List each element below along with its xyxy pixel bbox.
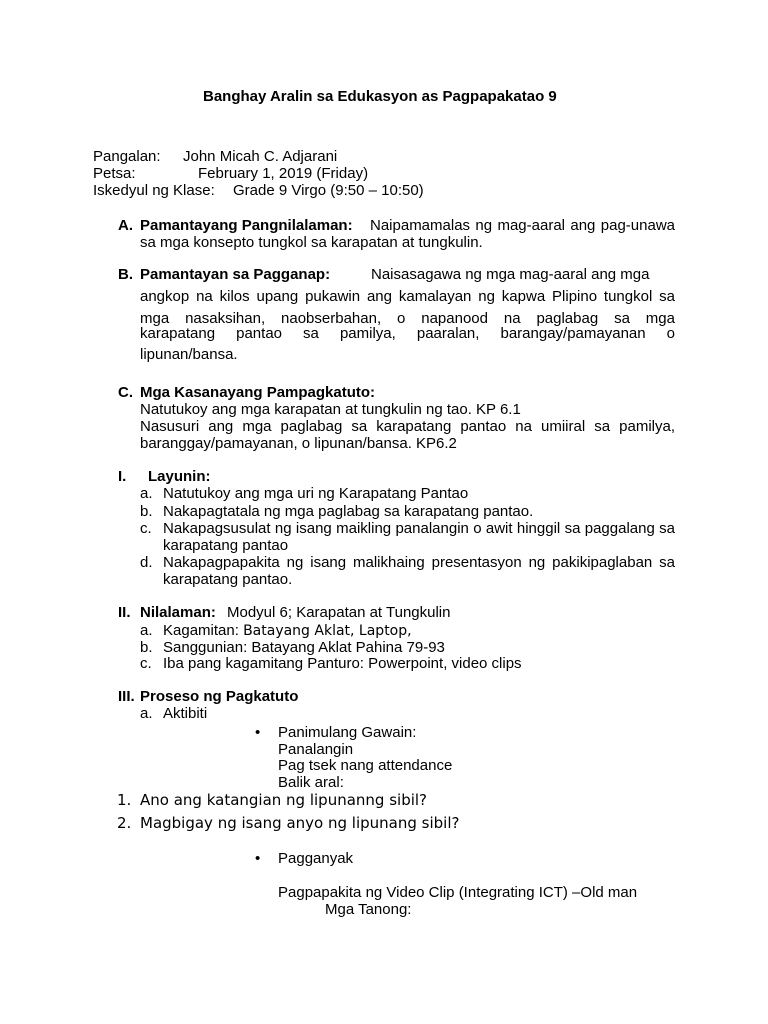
nilalaman-text: Modyul 6; Karapatan at Tungkulin bbox=[227, 604, 451, 621]
proseso-numeral: III. bbox=[118, 688, 135, 705]
layunin-item-b: Nakapagtatala ng mga paglabag sa karapatang pantao. bbox=[163, 503, 534, 520]
layunin-letter-b: b. bbox=[140, 503, 153, 520]
section-b-line3: mga nasaksihan, naobserbahan, o napanood na paglabag sa mga bbox=[140, 310, 675, 327]
panimula-title: Panimulang Gawain: bbox=[278, 724, 417, 741]
section-c-letter: C. bbox=[118, 384, 133, 401]
bullet-panimula: • bbox=[255, 724, 261, 741]
layunin-letter-d: d. bbox=[140, 554, 153, 571]
nilalaman-heading: Nilalaman: bbox=[140, 604, 216, 621]
layunin-heading: Layunin: bbox=[148, 468, 211, 485]
name-value: John Micah C. Adjarani bbox=[183, 148, 338, 165]
aktibiti-label: Aktibiti bbox=[163, 705, 208, 722]
kagamitan-value: Batayang Aklat, Laptop, bbox=[243, 623, 412, 639]
pagganyak-title: Pagganyak bbox=[278, 850, 354, 867]
section-c-heading: Mga Kasanayang Pampagkatuto: bbox=[140, 384, 376, 401]
section-a-text: Naipamamalas ng mag-aaral ang pag-unawa sa mga konsepto tungkol sa karapatan at tungkulin. bbox=[140, 217, 675, 251]
nilalaman-item-b: Sanggunian: Batayang Aklat Pahina 79-93 bbox=[163, 639, 445, 656]
layunin-letter-c: c. bbox=[140, 520, 152, 537]
kagamitan-label: Kagamitan: bbox=[163, 622, 239, 639]
section-b-line5: lipunan/bansa. bbox=[140, 346, 238, 363]
section-a-heading: Pamantayang Pangnilalaman: bbox=[140, 217, 353, 234]
aktibiti-letter: a. bbox=[140, 705, 153, 722]
nilalaman-item-c: Iba pang kagamitang Panturo: Powerpoint, video clips bbox=[163, 655, 522, 672]
section-a-letter: A. bbox=[118, 217, 133, 234]
document-title: Banghay Aralin sa Edukasyon as Pagpapakatao 9 bbox=[203, 88, 557, 105]
bullet-pagganyak: • bbox=[255, 850, 261, 867]
name-label: Pangalan: bbox=[93, 148, 161, 165]
balik-aral-line: Balik aral: bbox=[278, 774, 344, 791]
layunin-item-a: Natutukoy ang mga uri ng Karapatang Pantao bbox=[163, 485, 469, 502]
nilalaman-letter-b: b. bbox=[140, 639, 153, 656]
section-c-line2: Nasusuri ang mga paglabag sa karapatang pantao na umiiral sa pamilya, baranggay/pamayanan, o lipunan/bansa. KP6.2 bbox=[140, 418, 675, 452]
date-label: Petsa: bbox=[93, 165, 136, 182]
question-1-number: 1. bbox=[117, 791, 132, 809]
section-b-heading: Pamantayan sa Pagganap: bbox=[140, 266, 331, 283]
section-b-line2: angkop na kilos upang pukawin ang kamalayan ng kapwa Plipino tungkol sa bbox=[140, 288, 675, 305]
question-2-number: 2. bbox=[117, 814, 132, 832]
question-1: Ano ang katangian ng lipunanng sibil? bbox=[140, 791, 428, 809]
schedule-label: Iskedyul ng Klase: bbox=[93, 182, 215, 199]
question-2: Magbigay ng isang anyo ng lipunang sibil? bbox=[140, 814, 460, 832]
layunin-item-d: Nakapagpapakita ng isang malikhaing presentasyon ng pakikipaglaban sa karapatang pantao. bbox=[163, 554, 675, 588]
section-b-line1: Naisasagawa ng mga mag-aaral ang mga bbox=[371, 266, 650, 283]
date-value: February 1, 2019 (Friday) bbox=[198, 165, 369, 182]
section-b-letter: B. bbox=[118, 266, 133, 283]
schedule-value: Grade 9 Virgo (9:50 – 10:50) bbox=[233, 182, 424, 199]
nilalaman-letter-c: c. bbox=[140, 655, 152, 672]
layunin-letter-a: a. bbox=[140, 485, 153, 502]
video-clip-line: Pagpapakita ng Video Clip (Integrating ICT) –Old man bbox=[278, 884, 638, 901]
proseso-heading: Proseso ng Pagkatuto bbox=[140, 688, 299, 705]
mga-tanong-line: Mga Tanong: bbox=[325, 901, 412, 918]
nilalaman-numeral: II. bbox=[118, 604, 131, 621]
panalangin-line: Panalangin bbox=[278, 741, 354, 758]
section-c-line1: Natutukoy ang mga karapatan at tungkulin ng tao. KP 6.1 bbox=[140, 401, 521, 418]
layunin-numeral: I. bbox=[118, 468, 127, 485]
attendance-line: Pag tsek nang attendance bbox=[278, 757, 453, 774]
section-b-line4: karapatang pantao sa pamilya, paaralan, barangay/pamayanan o bbox=[140, 325, 675, 342]
layunin-item-c: Nakapagsusulat ng isang maikling panalangin o awit hinggil sa paggalang sa karapatang pantao bbox=[163, 520, 675, 554]
nilalaman-item-a bbox=[163, 622, 412, 640]
nilalaman-letter-a: a. bbox=[140, 622, 153, 639]
